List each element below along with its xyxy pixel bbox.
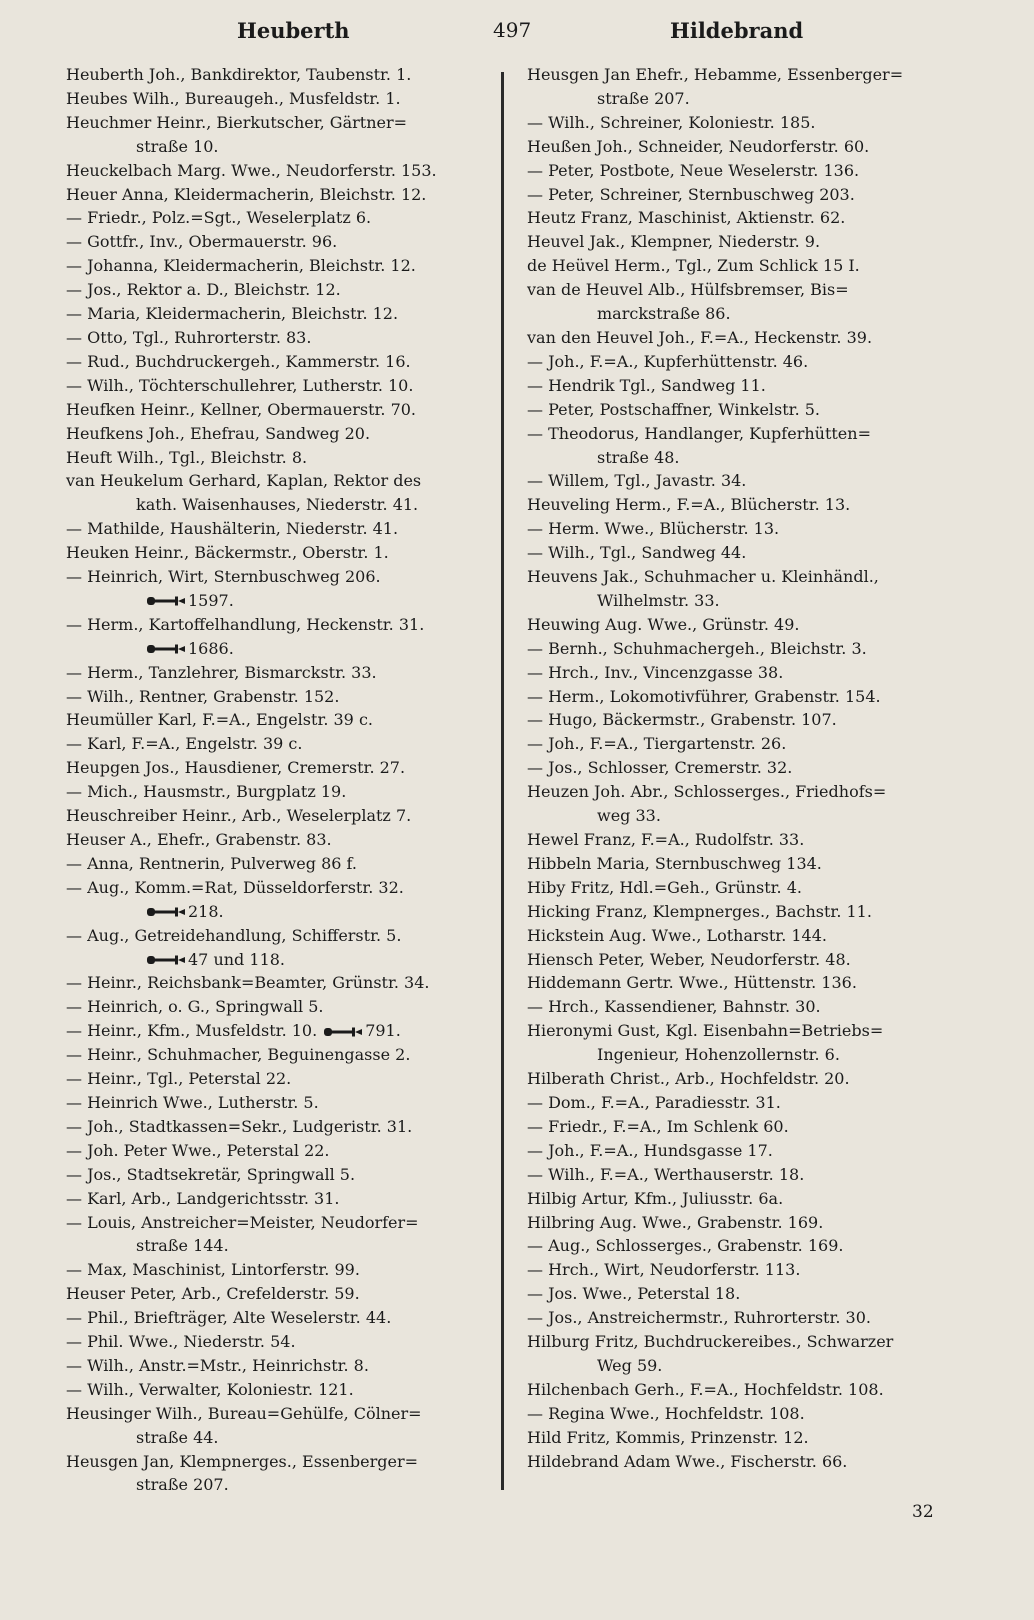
running-head-left: Heuberth <box>237 18 350 43</box>
entry-text: — Wilh., Anstr.=Mstr., Heinrichstr. 8. <box>66 1355 369 1375</box>
directory-entry <box>66 111 496 135</box>
directory-entry <box>66 1187 496 1211</box>
directory-entry <box>527 1450 959 1474</box>
entry-text: — Jos., Stadtsekretär, Springwall 5. <box>66 1164 356 1184</box>
entry-text: Heuwing Aug. Wwe., Grünstr. 49. <box>527 614 800 634</box>
telephone-icon <box>146 954 186 966</box>
column-divider <box>501 72 504 1490</box>
entry-text: Hibbeln Maria, Sternbuschweg 134. <box>527 853 822 873</box>
telephone-icon <box>323 1026 363 1038</box>
directory-entry <box>66 637 496 661</box>
entry-text: Heumüller Karl, F.=A., Engelstr. 39 c. <box>66 710 373 730</box>
directory-entry <box>527 780 959 804</box>
entry-text: — Hrch., Inv., Vincenzgasse 38. <box>527 662 784 682</box>
directory-entry <box>66 1258 496 1282</box>
directory-entry <box>527 206 959 230</box>
entry-text: Weg 59. <box>597 1355 663 1375</box>
entry-text: — Heinrich Wwe., Lutherstr. 5. <box>66 1092 319 1112</box>
entry-text: — Maria, Kleidermacherin, Bleichstr. 12. <box>66 304 399 324</box>
directory-entry <box>66 1402 496 1426</box>
directory-entry <box>527 541 959 565</box>
directory-entry <box>527 87 959 111</box>
directory-entry <box>66 254 496 278</box>
entry-text: — Dom., F.=A., Paradiesstr. 31. <box>527 1092 781 1112</box>
directory-entry <box>66 708 496 732</box>
directory-entry <box>527 1354 959 1378</box>
directory-entry <box>66 589 496 613</box>
directory-entry <box>527 1426 959 1450</box>
entry-text: Heuft Wilh., Tgl., Bleichstr. 8. <box>66 447 308 467</box>
telephone-icon <box>146 643 186 655</box>
entry-text: Heußen Joh., Schneider, Neudorferstr. 60. <box>527 136 870 156</box>
directory-entry <box>66 565 496 589</box>
entry-text: — Heinr., Schuhmacher, Beguinengasse 2. <box>66 1045 411 1065</box>
entry-text: straße 207. <box>136 1475 229 1495</box>
directory-entry <box>66 87 496 111</box>
directory-entry <box>66 613 496 637</box>
directory-entry <box>527 1234 959 1258</box>
directory-entry <box>66 852 496 876</box>
entry-text: Hilberath Christ., Arb., Hochfeldstr. 20. <box>527 1069 850 1089</box>
entry-text: straße 48. <box>597 447 680 467</box>
directory-entry <box>527 948 959 972</box>
entry-text: Heusgen Jan Ehefr., Hebamme, Essenberger= <box>527 65 904 84</box>
entry-text: van den Heuvel Joh., F.=A., Heckenstr. 39. <box>527 327 873 347</box>
entry-text: — Herm., Kartoffelhandlung, Heckenstr. 31. <box>66 614 425 634</box>
entry-text: — Mathilde, Haushälterin, Niederstr. 41. <box>66 519 399 539</box>
signature-mark: 32 <box>912 1502 934 1522</box>
directory-entry <box>66 302 496 326</box>
directory-entry <box>527 900 959 924</box>
directory-entry <box>527 63 959 87</box>
entry-text: — Karl, F.=A., Engelstr. 39 c. <box>66 734 303 754</box>
directory-entry <box>527 159 959 183</box>
directory-entry <box>66 230 496 254</box>
directory-entry <box>66 1473 496 1497</box>
entry-text: — Hrch., Kassendiener, Bahnstr. 30. <box>527 997 821 1017</box>
directory-entry <box>66 398 496 422</box>
entry-text: — Otto, Tgl., Ruhrorterstr. 83. <box>66 327 312 347</box>
directory-entry <box>527 565 959 589</box>
entry-text: — Hrch., Wirt, Neudorferstr. 113. <box>527 1260 801 1280</box>
entry-text: — Wilh., Tgl., Sandweg 44. <box>527 543 747 563</box>
directory-entry <box>527 637 959 661</box>
entry-text: Heufken Heinr., Kellner, Obermauerstr. 70. <box>66 399 417 419</box>
directory-entry <box>527 422 959 446</box>
directory-entry <box>527 924 959 948</box>
directory-entry <box>527 302 959 326</box>
directory-entry <box>527 1163 959 1187</box>
entry-text: Ingenieur, Hohenzollernstr. 6. <box>597 1045 840 1065</box>
directory-entry <box>66 1306 496 1330</box>
directory-entry <box>66 1019 496 1043</box>
directory-entry <box>527 517 959 541</box>
page-number: 497 <box>493 18 532 42</box>
entry-text: — Heinrich, Wirt, Sternbuschweg 206. <box>66 567 381 587</box>
entry-text: Hilchenbach Gerh., F.=A., Hochfeldstr. 108. <box>527 1379 884 1399</box>
directory-entry <box>527 1258 959 1282</box>
entry-text: straße 144. <box>136 1236 229 1256</box>
directory-entry <box>527 1330 959 1354</box>
directory-entry <box>527 995 959 1019</box>
directory-entry <box>527 685 959 709</box>
entry-text: — Peter, Schreiner, Sternbuschweg 203. <box>527 184 855 204</box>
entry-text: — Herm. Wwe., Blücherstr. 13. <box>527 519 780 539</box>
directory-entry <box>527 446 959 470</box>
entry-text: Hilbring Aug. Wwe., Grabenstr. 169. <box>527 1212 824 1232</box>
directory-entry <box>527 1019 959 1043</box>
directory-entry <box>66 1091 496 1115</box>
directory-entry <box>527 1091 959 1115</box>
entry-text: — Regina Wwe., Hochfeldstr. 108. <box>527 1403 805 1423</box>
directory-entry <box>66 804 496 828</box>
entry-text: — Friedr., Polz.=Sgt., Weselerplatz 6. <box>66 208 372 228</box>
directory-entry <box>527 350 959 374</box>
directory-entry <box>66 159 496 183</box>
directory-entry <box>66 1234 496 1258</box>
directory-entry <box>66 517 496 541</box>
entry-text: de Heüvel Herm., Tgl., Zum Schlick 15 I. <box>527 256 860 276</box>
directory-entry <box>527 111 959 135</box>
entry-text: Wilhelmstr. 33. <box>597 590 720 610</box>
entry-text: 1686. <box>188 638 234 658</box>
entry-text: Heuberth Joh., Bankdirektor, Taubenstr. 1. <box>66 65 412 84</box>
entry-text: — Herm., Tanzlehrer, Bismarckstr. 33. <box>66 662 377 682</box>
entry-text: — Wilh., Verwalter, Koloniestr. 121. <box>66 1379 354 1399</box>
entry-text: Heuken Heinr., Bäckermstr., Oberstr. 1. <box>66 543 389 563</box>
entry-text: — Wilh., Töchterschullehrer, Lutherstr. 10. <box>66 375 414 395</box>
entry-text: Heuer Anna, Kleidermacherin, Bleichstr. 12. <box>66 184 427 204</box>
directory-entry <box>527 1139 959 1163</box>
entry-text: — Herm., Lokomotivführer, Grabenstr. 154. <box>527 686 881 706</box>
entry-text: Heuser Peter, Arb., Crefelderstr. 59. <box>66 1284 360 1304</box>
phone-number: 791. <box>365 1021 401 1041</box>
directory-entry <box>527 732 959 756</box>
directory-entry <box>527 135 959 159</box>
directory-entry <box>66 1043 496 1067</box>
directory-entry <box>66 1115 496 1139</box>
entry-text: weg 33. <box>597 806 661 826</box>
entry-text: 1597. <box>188 590 234 610</box>
entry-text: — Wilh., Rentner, Grabenstr. 152. <box>66 686 340 706</box>
right-column <box>527 63 959 1473</box>
entry-text: straße 44. <box>136 1427 219 1447</box>
entry-text: Heuckelbach Marg. Wwe., Neudorferstr. 153. <box>66 160 437 180</box>
entry-text: Heubes Wilh., Bureaugeh., Musfeldstr. 1. <box>66 88 401 108</box>
entry-text: — Aug., Getreidehandlung, Schifferstr. 5. <box>66 925 402 945</box>
directory-entry <box>527 1115 959 1139</box>
left-column <box>66 63 496 1497</box>
directory-entry <box>527 1402 959 1426</box>
directory-entry <box>66 900 496 924</box>
directory-entry <box>527 661 959 685</box>
directory-entry <box>527 828 959 852</box>
directory-entry <box>527 1282 959 1306</box>
entry-text: Hild Fritz, Kommis, Prinzenstr. 12. <box>527 1427 809 1447</box>
entry-text: kath. Waisenhauses, Niederstr. 41. <box>136 495 419 515</box>
entry-text: — Louis, Anstreicher=Meister, Neudorfer= <box>66 1212 419 1232</box>
entry-text: marckstraße 86. <box>597 304 731 324</box>
directory-entry <box>527 230 959 254</box>
directory-entry <box>66 1067 496 1091</box>
entry-text: Hicking Franz, Klempnerges., Bachstr. 11. <box>527 901 872 921</box>
entry-text: — Aug., Schlosserges., Grabenstr. 169. <box>527 1236 844 1256</box>
directory-entry <box>66 1450 496 1474</box>
entry-text: — Max, Maschinist, Lintorferstr. 99. <box>66 1260 360 1280</box>
directory-entry <box>66 1426 496 1450</box>
entry-text: — Anna, Rentnerin, Pulverweg 86 f. <box>66 853 357 873</box>
directory-entry <box>66 278 496 302</box>
entry-text: Heutz Franz, Maschinist, Aktienstr. 62. <box>527 208 846 228</box>
directory-entry <box>527 278 959 302</box>
entry-text: Hickstein Aug. Wwe., Lotharstr. 144. <box>527 925 827 945</box>
directory-entry <box>66 924 496 948</box>
entry-text: van Heukelum Gerhard, Kaplan, Rektor des <box>66 471 422 491</box>
directory-entry <box>527 326 959 350</box>
directory-entry <box>527 398 959 422</box>
entry-text: — Jos., Schlosser, Cremerstr. 32. <box>527 758 793 778</box>
directory-entry <box>527 1067 959 1091</box>
entry-text: — Heinr., Reichsbank=Beamter, Grünstr. 34. <box>66 973 430 993</box>
entry-text: — Joh., F.=A., Tiergartenstr. 26. <box>527 734 787 754</box>
entry-text: Hewel Franz, F.=A., Rudolfstr. 33. <box>527 830 805 849</box>
directory-entry <box>527 1211 959 1235</box>
entry-text: Heusinger Wilh., Bureau=Gehülfe, Cölner= <box>66 1403 422 1423</box>
entry-text: Heufkens Joh., Ehefrau, Sandweg 20. <box>66 423 371 443</box>
entry-text: — Phil., Briefträger, Alte Weselerstr. 44. <box>66 1308 392 1328</box>
entry-text: — Peter, Postschaffner, Winkelstr. 5. <box>527 399 821 419</box>
entry-text: — Jos. Wwe., Peterstal 18. <box>527 1284 741 1304</box>
directory-entry <box>527 589 959 613</box>
entry-text: — Joh., F.=A., Hundsgasse 17. <box>527 1140 773 1160</box>
directory-entry <box>66 661 496 685</box>
directory-entry <box>527 708 959 732</box>
entry-text: — Heinr., Tgl., Peterstal 22. <box>66 1069 292 1089</box>
entry-text: Hildebrand Adam Wwe., Fischerstr. 66. <box>527 1451 848 1471</box>
directory-entry <box>66 446 496 470</box>
directory-entry <box>527 374 959 398</box>
directory-entry <box>527 469 959 493</box>
entry-text: Heuvens Jak., Schuhmacher u. Kleinhändl., <box>527 567 879 587</box>
directory-entry <box>527 1043 959 1067</box>
entry-text: — Johanna, Kleidermacherin, Bleichstr. 12. <box>66 256 416 276</box>
directory-entry <box>66 971 496 995</box>
entry-text: — Willem, Tgl., Javastr. 34. <box>527 471 747 491</box>
entry-text: Heuser A., Ehefr., Grabenstr. 83. <box>66 830 332 849</box>
directory-entry <box>66 374 496 398</box>
directory-entry <box>527 876 959 900</box>
entry-text: Hilburg Fritz, Buchdruckereibes., Schwarzer <box>527 1332 894 1352</box>
entry-text: Heuschreiber Heinr., Arb., Weselerplatz 7. <box>66 806 412 826</box>
entry-text: — Phil. Wwe., Niederstr. 54. <box>66 1332 296 1352</box>
directory-entry <box>527 1378 959 1402</box>
directory-entry <box>527 852 959 876</box>
directory-entry <box>66 1354 496 1378</box>
entry-text: — Rud., Buchdruckergeh., Kammerstr. 16. <box>66 351 411 371</box>
directory-entry <box>527 1306 959 1330</box>
directory-entry <box>66 1378 496 1402</box>
running-head-right: Hildebrand <box>670 18 804 43</box>
directory-entry <box>66 206 496 230</box>
entry-text: Hiby Fritz, Hdl.=Geh., Grünstr. 4. <box>527 877 802 897</box>
entry-text: — Karl, Arb., Landgerichtsstr. 31. <box>66 1188 340 1208</box>
directory-entry <box>66 685 496 709</box>
directory-entry <box>527 183 959 207</box>
entry-text: — Theodorus, Handlanger, Kupferhütten= <box>527 423 871 443</box>
directory-entry <box>66 422 496 446</box>
entry-text: Hiddemann Gertr. Wwe., Hüttenstr. 136. <box>527 973 857 993</box>
directory-entry <box>527 804 959 828</box>
entry-text: 218. <box>188 901 224 921</box>
directory-entry <box>66 948 496 972</box>
entry-text: — Gottfr., Inv., Obermauerstr. 96. <box>66 232 338 252</box>
entry-text: Heuvel Jak., Klempner, Niederstr. 9. <box>527 232 821 252</box>
entry-text: — Wilh., F.=A., Werthauserstr. 18. <box>527 1164 805 1184</box>
entry-text: — Hendrik Tgl., Sandweg 11. <box>527 375 766 395</box>
directory-entry <box>527 971 959 995</box>
entry-text: Heusgen Jan, Klempnerges., Essenberger= <box>66 1451 419 1471</box>
directory-entry <box>66 876 496 900</box>
directory-entry <box>66 756 496 780</box>
entry-text: Hilbig Artur, Kfm., Juliusstr. 6a. <box>527 1188 784 1208</box>
directory-entry <box>66 183 496 207</box>
entry-text: — Aug., Komm.=Rat, Düsseldorferstr. 32. <box>66 877 404 897</box>
directory-entry <box>66 1211 496 1235</box>
entry-text: Heuzen Joh. Abr., Schlosserges., Friedhofs= <box>527 782 887 802</box>
entry-text: — Joh. Peter Wwe., Peterstal 22. <box>66 1140 330 1160</box>
entry-text: — Jos., Anstreichermstr., Ruhrorterstr. 30. <box>527 1308 871 1328</box>
telephone-icon <box>146 906 186 918</box>
directory-entry <box>527 493 959 517</box>
entry-text: 47 und 118. <box>188 949 286 969</box>
entry-text: — Friedr., F.=A., Im Schlenk 60. <box>527 1116 789 1136</box>
directory-entry <box>66 828 496 852</box>
entry-text: straße 10. <box>136 136 219 156</box>
directory-entry <box>66 995 496 1019</box>
entry-text: — Joh., Stadtkassen=Sekr., Ludgeristr. 31. <box>66 1116 413 1136</box>
entry-text: Hieronymi Gust, Kgl. Eisenbahn=Betriebs= <box>527 1021 884 1041</box>
entry-text: — Peter, Postbote, Neue Weselerstr. 136. <box>527 160 860 180</box>
entry-text: Heuchmer Heinr., Bierkutscher, Gärtner= <box>66 112 408 132</box>
entry-text: straße 207. <box>597 88 690 108</box>
entry-text: — Jos., Rektor a. D., Bleichstr. 12. <box>66 280 341 300</box>
entry-text: Hiensch Peter, Weber, Neudorferstr. 48. <box>527 949 851 969</box>
directory-entry <box>66 780 496 804</box>
directory-entry <box>66 493 496 517</box>
directory-entry <box>66 1139 496 1163</box>
entry-text: Heuveling Herm., F.=A., Blücherstr. 13. <box>527 495 851 515</box>
entry-text: van de Heuvel Alb., Hülfsbremser, Bis= <box>527 280 849 300</box>
directory-entry <box>66 469 496 493</box>
entry-text: — Heinr., Kfm., Musfeldstr. 10. <box>66 1021 318 1041</box>
directory-entry <box>66 541 496 565</box>
directory-entry <box>66 350 496 374</box>
directory-entry <box>66 1282 496 1306</box>
directory-entry <box>66 63 496 87</box>
entry-text: — Hugo, Bäckermstr., Grabenstr. 107. <box>527 710 837 730</box>
directory-entry <box>66 732 496 756</box>
directory-entry <box>66 1330 496 1354</box>
entry-text: — Heinrich, o. G., Springwall 5. <box>66 997 324 1017</box>
entry-text: — Wilh., Schreiner, Koloniestr. 185. <box>527 112 816 132</box>
entry-text: — Bernh., Schuhmachergeh., Bleichstr. 3. <box>527 638 867 658</box>
entry-text: Heupgen Jos., Hausdiener, Cremerstr. 27. <box>66 758 406 778</box>
directory-entry <box>527 613 959 637</box>
directory-entry <box>66 135 496 159</box>
entry-text: — Joh., F.=A., Kupferhüttenstr. 46. <box>527 351 809 371</box>
directory-entry <box>527 1187 959 1211</box>
entry-text: — Mich., Hausmstr., Burgplatz 19. <box>66 782 347 802</box>
telephone-icon <box>146 595 186 607</box>
directory-entry <box>66 1163 496 1187</box>
directory-entry <box>66 326 496 350</box>
directory-entry <box>527 756 959 780</box>
directory-entry <box>527 254 959 278</box>
